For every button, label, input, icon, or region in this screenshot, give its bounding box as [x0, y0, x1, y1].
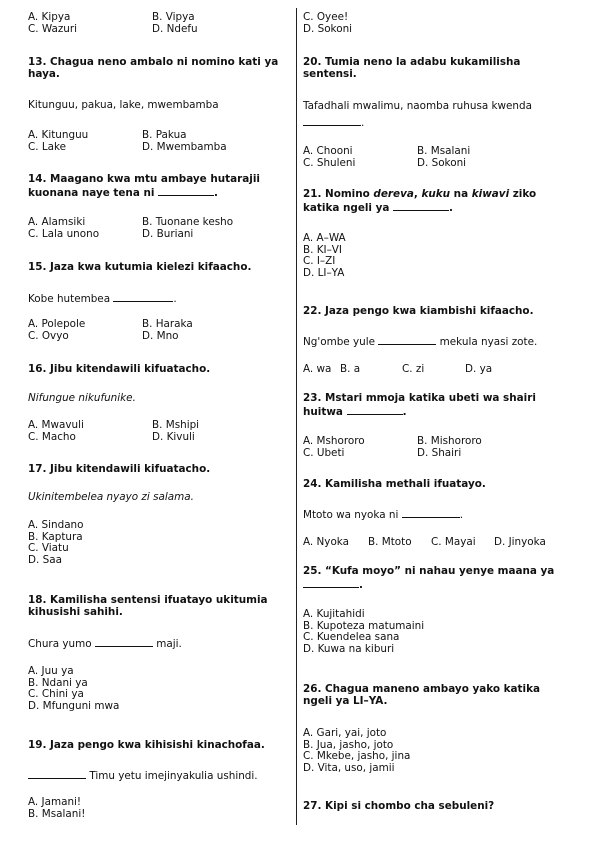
- option: C. Kuendelea sana: [303, 631, 400, 643]
- q19-options: [28, 797, 290, 820]
- answer-blank: [402, 508, 460, 518]
- q24-prompt-end: .: [459, 509, 463, 521]
- option: A. Polepole: [28, 318, 86, 330]
- q16-options: [28, 420, 290, 443]
- q24-options: [303, 537, 571, 549]
- q20-title: 20. Tumia neno la adabu kukamilisha sentensi.: [303, 56, 521, 80]
- q16-prompt: Nifungue nikufunike.: [28, 392, 136, 404]
- option: D. Mfunguni mwa: [28, 699, 120, 712]
- q21-title: [303, 189, 571, 214]
- q23-options: [303, 436, 571, 459]
- q22-title: 22. Jaza pengo kwa kiambishi kifaacho.: [303, 305, 534, 317]
- option: A. Kitunguu: [28, 129, 89, 141]
- option: B. Kaptura: [28, 530, 83, 543]
- option: C. Oyee!: [303, 11, 349, 23]
- q15-prompt: [28, 292, 290, 306]
- option: B. Msalani!: [28, 807, 86, 820]
- q20-prompt-end: .: [361, 116, 365, 129]
- option: A. Juu ya: [28, 665, 74, 677]
- q21-title-period: .: [449, 201, 453, 214]
- option: D. ya: [465, 363, 493, 375]
- column-divider: [296, 8, 297, 825]
- q21-word-kuku: kuku: [421, 188, 451, 200]
- option: D. Mno: [142, 329, 179, 342]
- option: B. Kupoteza matumaini: [303, 619, 425, 632]
- q18-options: [28, 666, 290, 712]
- option: B. a: [340, 363, 361, 375]
- q26-options: [303, 728, 571, 774]
- q15-title: 15. Jaza kwa kutumia kielezi kifaacho.: [28, 261, 252, 273]
- q20-prompt: [303, 101, 571, 129]
- q27-title: 27. Kipi si chombo cha sebuleni?: [303, 800, 495, 812]
- q21-sep: na: [450, 188, 472, 200]
- option: A. Alamsiki: [28, 216, 86, 228]
- answer-blank: [303, 116, 361, 126]
- q18-prompt-start: Chura yumo: [28, 638, 92, 650]
- q19-prompt: [28, 769, 290, 783]
- option: B. KI–VI: [303, 243, 342, 256]
- q24-prompt: [303, 508, 571, 522]
- q21-word-dereva: dereva: [373, 188, 414, 200]
- answer-blank: [347, 405, 403, 415]
- q24-prompt-text: Mtoto wa nyoka ni: [303, 509, 399, 521]
- option: D. LI–YA: [303, 266, 345, 279]
- option: B. Mtoto: [368, 536, 412, 548]
- option: B. Mishororo: [417, 435, 482, 447]
- q18-prompt: [28, 637, 290, 651]
- q26-title: 26. Chagua maneno ambayo yako katika ngeli ya LI–YA.: [303, 683, 541, 707]
- option: D. Buriani: [142, 227, 194, 240]
- option: D. Shairi: [417, 446, 462, 459]
- q22-prompt-start: Ng'ombe yule: [303, 336, 376, 348]
- q15-prompt-end: .: [173, 293, 177, 305]
- option: C. zi: [402, 363, 425, 375]
- option: C. Chini ya: [28, 688, 84, 700]
- q21-sep: ,: [413, 188, 422, 200]
- q21-title-start: 21. Nomino: [303, 188, 374, 200]
- q23-title-end: .: [402, 405, 407, 418]
- q14-options: [28, 217, 290, 240]
- answer-blank: [95, 637, 153, 647]
- option: B. Haraka: [142, 318, 193, 330]
- option: C. Ubeti: [303, 446, 345, 459]
- option: D. Jinyoka: [494, 536, 546, 548]
- q13-title: 13. Chagua neno ambalo ni nomino kati ya haya.: [28, 56, 279, 80]
- q18-prompt-end: maji.: [156, 638, 182, 650]
- option: B. Jua, jasho, joto: [303, 738, 394, 751]
- q15-options: [28, 319, 290, 342]
- q23-title: [303, 393, 571, 418]
- option: C. Mkebe, jasho, jina: [303, 750, 411, 762]
- q14-title-end: .: [214, 186, 218, 199]
- option: B. Mshipi: [152, 419, 200, 431]
- option: A. Sindano: [28, 519, 84, 531]
- option: C. Shuleni: [303, 156, 356, 169]
- option: A. Mshororo: [303, 435, 365, 447]
- q18-title: 18. Kamilisha sentensi ifuatayo ukitumia kihusishi sahihi.: [28, 594, 268, 618]
- option: D. Vita, uso, jamii: [303, 761, 395, 774]
- q23-title-text: 23. Mstari mmoja katika ubeti wa shairi huitwa: [303, 392, 536, 418]
- option: A. Jamani!: [28, 796, 82, 808]
- q17-title: 17. Jibu kitendawili kifuatacho.: [28, 463, 211, 475]
- q22-options: [303, 364, 571, 376]
- option: D. Sokoni: [417, 156, 467, 169]
- option: C. Macho: [28, 430, 76, 443]
- option: A. Chooni: [303, 145, 353, 157]
- q19-options-continued: [303, 12, 571, 35]
- q20-options: [303, 146, 571, 169]
- q17-prompt: Ukinitembelea nyayo zi salama.: [28, 491, 194, 503]
- q20-prompt-line2: [303, 116, 571, 130]
- option: B. Ndani ya: [28, 676, 88, 689]
- option: C. Viatu: [28, 542, 69, 554]
- q19-title: 19. Jaza pengo kwa kihisishi kinachofaa.: [28, 739, 265, 751]
- answer-blank: [378, 335, 436, 345]
- option: A. Gari, yai, joto: [303, 727, 387, 739]
- q25-options: [303, 609, 571, 655]
- q12-options: [28, 12, 290, 35]
- q25-title: [303, 566, 571, 591]
- answer-blank: [393, 201, 449, 211]
- answer-blank: [113, 292, 173, 302]
- q15-prompt-text: Kobe hutembea: [28, 293, 111, 305]
- option: C. Lake: [28, 140, 67, 153]
- answer-blank: [158, 186, 214, 196]
- q20-prompt-text: Tafadhali mwalimu, naomba ruhusa kwenda: [303, 100, 532, 112]
- option: C. Lala unono: [28, 227, 100, 240]
- q25-title-end: .: [359, 578, 363, 591]
- q22-prompt-end: mekula nyasi zote.: [439, 336, 538, 348]
- q16-title: 16. Jibu kitendawili kifuatacho.: [28, 363, 211, 375]
- q17-options: [28, 520, 290, 566]
- option: B. Vipya: [152, 11, 195, 23]
- option: B. Tuonane kesho: [142, 216, 234, 228]
- answer-blank: [303, 578, 359, 588]
- option: C. Ovyo: [28, 329, 69, 342]
- option: A. Kipya: [28, 11, 71, 23]
- option: D. Mwembamba: [142, 140, 227, 153]
- option: A. wa: [303, 363, 332, 375]
- option: D. Sokoni: [303, 22, 353, 35]
- q14-title-text: 14. Maagano kwa mtu ambaye hutarajii kuonana naye tena ni: [28, 173, 260, 199]
- option: A. Nyoka: [303, 536, 350, 548]
- option: D. Ndefu: [152, 22, 198, 35]
- q21-options: [303, 233, 571, 279]
- option: C. I–ZI: [303, 255, 336, 267]
- q21-title-end: ziko katika ngeli ya: [303, 188, 537, 214]
- q13-prompt: Kitunguu, pakua, lake, mwembamba: [28, 99, 219, 111]
- option: B. Msalani: [417, 145, 471, 157]
- option: A. A–WA: [303, 232, 346, 244]
- q24-title: 24. Kamilisha methali ifuatayo.: [303, 478, 486, 490]
- answer-blank: [28, 769, 86, 779]
- option: A. Mwavuli: [28, 419, 84, 431]
- option: C. Wazuri: [28, 22, 78, 35]
- q19-prompt-text: Timu yetu imejinyakulia ushindi.: [89, 770, 258, 782]
- option: D. Saa: [28, 553, 62, 566]
- q14-title: [28, 174, 290, 199]
- option: D. Kivuli: [152, 430, 195, 443]
- option: B. Pakua: [142, 129, 187, 141]
- q25-title-text: 25. “Kufa moyo” ni nahau yenye maana ya: [303, 565, 555, 577]
- q21-word-kiwavi: kiwavi: [471, 188, 510, 200]
- option: D. Kuwa na kiburi: [303, 642, 395, 655]
- option: A. Kujitahidi: [303, 608, 365, 620]
- q13-options: [28, 130, 290, 153]
- option: C. Mayai: [431, 536, 476, 548]
- q22-prompt: [303, 335, 571, 349]
